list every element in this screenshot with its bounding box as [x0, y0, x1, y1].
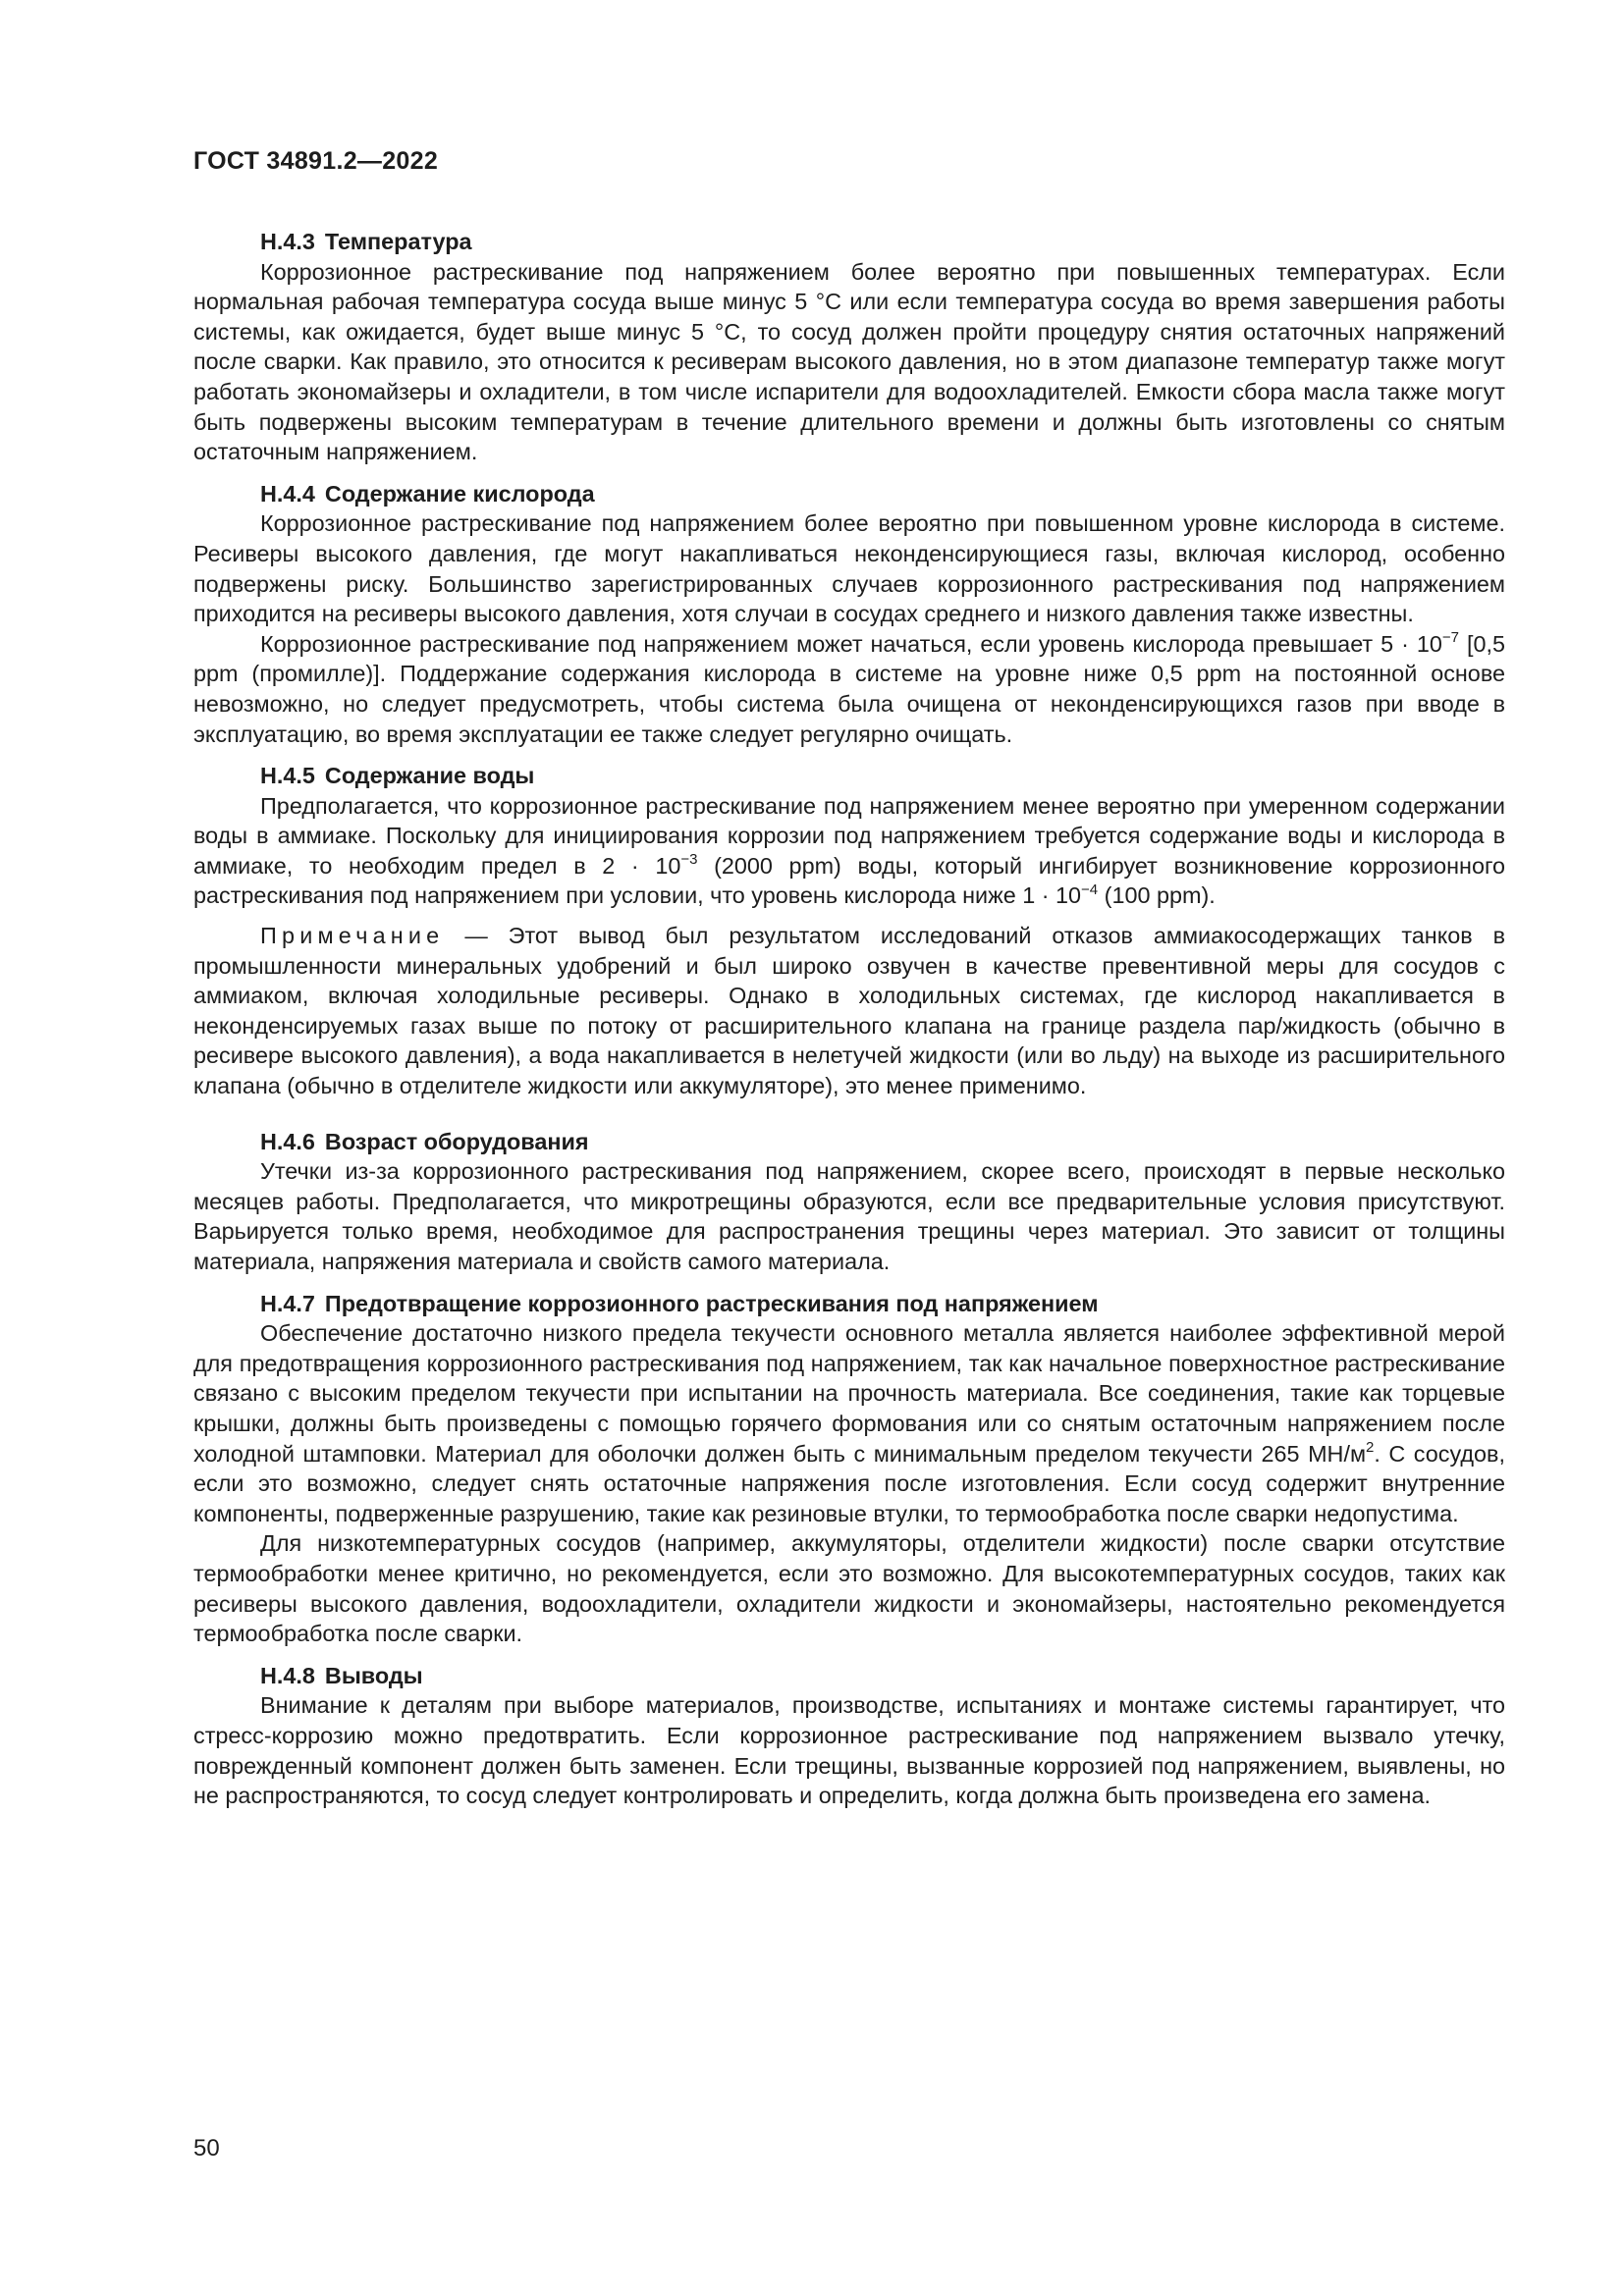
section-number: Н.4.8 — [260, 1662, 315, 1688]
text-run: (100 ppm). — [1098, 882, 1216, 909]
paragraph: Коррозионное растрескивание под напряжением более вероятно при повышенных температурах. Если нормальная рабочая температура сосуда выше минус 5 °С или если температура сосуда во время завершения работы системы, как ожидается, будет выше минус 5 °С, то сосуд должен пройти процедуру снятия остаточных напряжений после сварки. Как правило, это относится к ресиверам высокого давления, но в этом диапазоне температур также могут работать экономайзеры и охладители, в том числе испарители для водоохладителей. Емкости сбора масла также могут быть подвержены высоким температурам в течение длительного времени и должны быть изготовлены со снятым остаточным напряжением. — [193, 258, 1505, 465]
section-heading-4-6 — [193, 1127, 1505, 1157]
section-number: Н.4.3 — [260, 229, 315, 254]
text-run: Предполагается, что коррозионное растрескивание под напряжением менее вероятно при умеренном содержании воды в аммиаке. Поскольку для инициирования коррозии под напряжением требуется содержание воды и кислорода в аммиаке, то необходим предел в 2 · 10 — [193, 792, 1505, 879]
section-number: Н.4.7 — [260, 1290, 315, 1316]
note-label: Примечание — [260, 923, 445, 949]
text-run: Коррозионное растрескивание под напряжением может начаться, если уровень кислорода превышает 5 · 10 — [260, 630, 1442, 657]
section-title: Температура — [324, 229, 472, 254]
note-paragraph — [193, 921, 1505, 1101]
standard-header: ГОСТ 34891.2—2022 — [193, 147, 439, 175]
page-content — [193, 227, 1505, 1811]
paragraph: Для низкотемпературных сосудов (например, аккумуляторы, отделители жидкости) после сварки отсутствие термообработки менее критично, но рекомендуется, если это возможно. Для высокотемпературных сосудов, таких как ресиверы высокого давления, водоохладители, охладители жидкости и экономайзеры, настоятельно рекомендуется термообработка после сварки. — [193, 1530, 1505, 1647]
paragraph: Внимание к деталям при выборе материалов, производстве, испытаниях и монтаже системы гарантирует, что стресс-коррозию можно предотвратить. Если коррозионное растрескивание под напряжением вызвало утечку, поврежденный компонент должен быть заменен. Если трещины, вызванные коррозией под напряжением, выявлены, но не распространяются, то сосуд следует контролировать и определить, когда должна быть произведена его замена. — [193, 1692, 1505, 1809]
superscript: 2 — [1366, 1438, 1375, 1456]
section-heading-4-4 — [193, 479, 1505, 509]
paragraph — [193, 1318, 1505, 1528]
page-number: 50 — [193, 2135, 220, 2162]
paragraph: Коррозионное растрескивание под напряжением более вероятно при повышенном уровне кислорода в системе. Ресиверы высокого давления, где могут накапливаться неконденсирующиеся газы, включая кислород, особенно подвержены риску. Большинство зарегистрированных случаев коррозионного растрескивания под напряжением приходится на ресиверы высокого давления, хотя случаи в сосудах среднего и низкого давления также известны. — [193, 510, 1505, 627]
text-run: . С сосудов, если это возможно, следует снять остаточные напряжения после изготовления. Если сосуд содержит внутренние компоненты, подверженные разрушению, такие как резиновые втулки, то термообработка после сварки недопустима. — [193, 1440, 1505, 1526]
section-heading-4-5 — [193, 761, 1505, 791]
text-run: (2000 ppm) воды, который ингибирует возникновение коррозионного растрескивания под напряжением при условии, что уровень кислорода ниже 1 · 10 — [193, 852, 1506, 909]
paragraph — [193, 629, 1505, 749]
section-title: Содержание кислорода — [324, 480, 595, 507]
paragraph: Утечки из-за коррозионного растрескивания под напряжением, скорее всего, происходят в первые несколько месяцев работы. Предполагается, что микротрещины образуются, если все предварительные условия присутствуют. Варьируется только время, необходимое для распространения трещины через материал. Это зависит от толщины материала, напряжения материала и свойств самого материала. — [193, 1158, 1505, 1274]
text-run: Обеспечение достаточно низкого предела текучести основного металла является наиболее эффективной мерой для предотвращения коррозионного растрескивания под напряжением, так как начальное поверхностное растрескивание связано с высоким пределом текучести при испытании на прочность материала. Все соединения, такие как торцевые крышки, должны быть произведены с помощью горячего формования или со снятым остаточным напряжением после холодной штамповки. Материал для оболочки должен быть с минимальным пределом текучести 265 МН/м — [193, 1320, 1505, 1467]
section-heading-4-3 — [193, 227, 1505, 257]
superscript: −3 — [680, 851, 698, 869]
section-title: Содержание воды — [324, 763, 535, 789]
section-heading-4-7 — [193, 1289, 1505, 1319]
paragraph — [193, 791, 1505, 911]
superscript: −7 — [1441, 628, 1460, 646]
note-text: — Этот вывод был результатом исследований отказов аммиакосодержащих танков в промышленности минеральных удобрений и был широко озвучен в качестве превентивной меры для сосудов с аммиаком, включая холодильные ресиверы. Однако в холодильных системах, где кислород накапливается в неконденсируемых газах выше по потоку от расширительного клапана на границе раздела пар/жидкость (обычно в ресивере высокого давления), а вода накапливается в нелетучей жидкости (или во льду) на выходе из расширительного клапана (обычно в отделителе жидкости или аккумуляторе), это менее применимо. — [193, 923, 1505, 1099]
section-number: Н.4.5 — [260, 763, 315, 789]
text-run: [0,5 ppm (промилле)]. Поддержание содержания кислорода в системе на уровне ниже 0,5 ppm на постоянной основе невозможно, но следует предусмотреть, чтобы система была очищена от неконденсирующихся газов при вводе в эксплуатацию, во время эксплуатации ее также следует регулярно очищать. — [193, 630, 1506, 747]
section-title: Возраст оборудования — [324, 1128, 589, 1154]
section-title: Предотвращение коррозионного растрескивания под напряжением — [324, 1290, 1099, 1316]
section-number: Н.4.4 — [260, 480, 315, 507]
section-heading-4-8 — [193, 1661, 1505, 1691]
section-number: Н.4.6 — [260, 1128, 315, 1154]
section-title: Выводы — [324, 1662, 423, 1688]
superscript: −4 — [1081, 881, 1099, 898]
